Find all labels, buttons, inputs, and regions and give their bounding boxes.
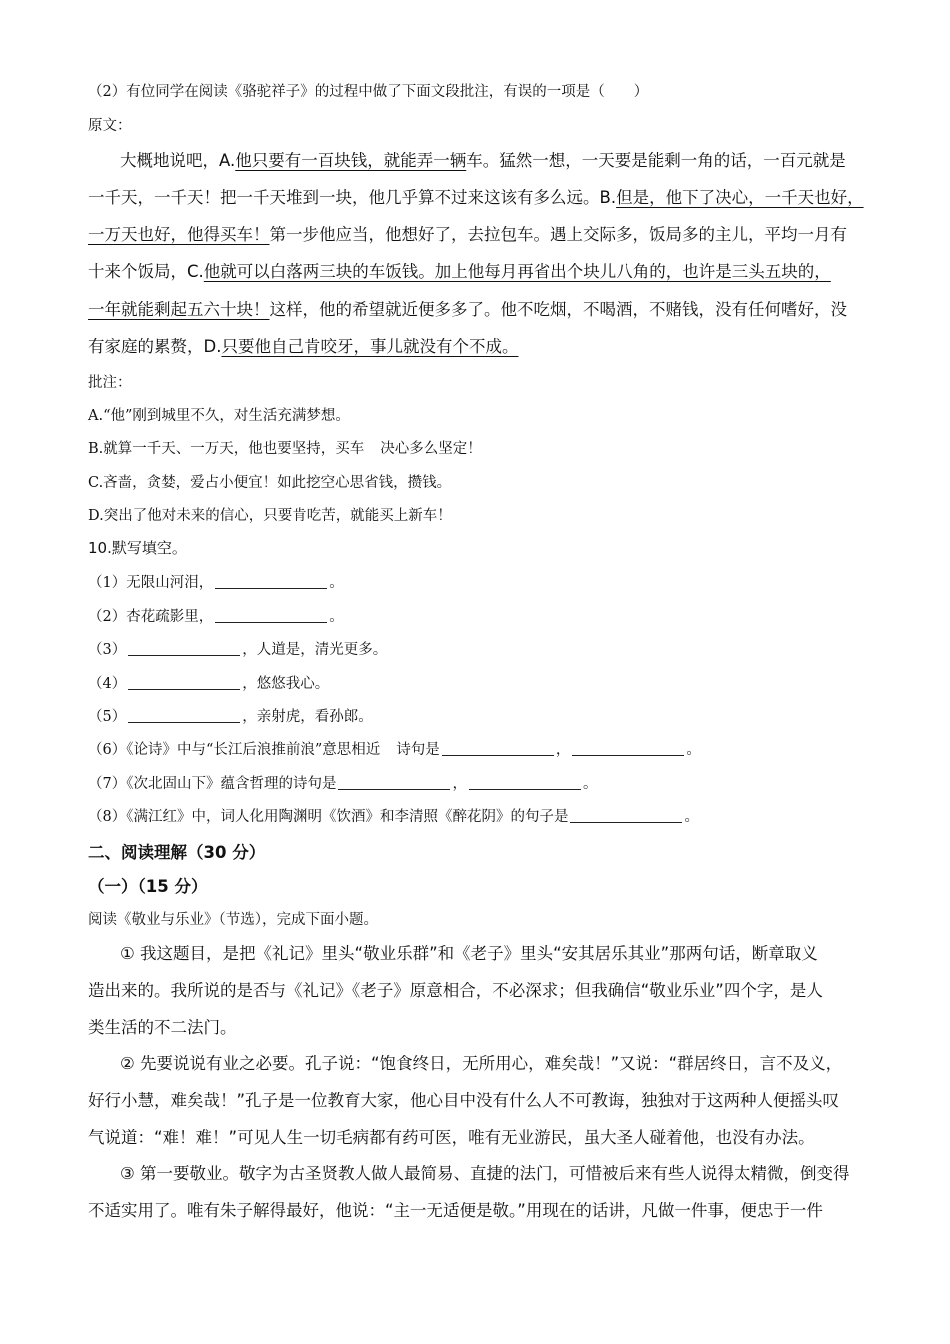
marker-a: A. [219,151,236,170]
marker-b: B. [599,188,617,207]
passage-line-1 [120,147,846,171]
notes-label: 批注： [88,375,132,391]
passage-text: 有家庭的累赘， [88,337,204,356]
answer-blank[interactable] [215,573,327,589]
q10-item-1 [88,571,344,592]
para-2-line-2: 好行小慧，难矣哉！”孔子是一位教育大家，他心目中没有什么人不可教诲，独独对于这两种人便摇头叹 [88,1091,840,1110]
para-3-line-2: 不适实用了。唯有朱子解得最好，他说：“主一无适便是敬。”用现在的话讲，凡做一件事，便忠于一件 [88,1201,823,1220]
para-1-line-1: ① 我这题目，是把《礼记》里头“敬业乐群”和《老子》里头“安其居乐其业”那两句话，断章取义 [120,944,818,963]
answer-blank[interactable] [128,674,240,690]
option-b-text: B.就算一千天、一万天，他也要坚持，买车 [88,441,365,457]
item-text: 。 [686,742,701,758]
q10-item-7 [88,772,597,793]
q10-item-8 [88,805,699,826]
passage-line-2 [88,184,864,208]
passage-line-5 [88,296,847,320]
para-2-line-3: 气说道：“难！难！”可见人生一切毛病都有药可医，唯有无业游民，虽大圣人碰着他，也没有办法。 [88,1128,815,1147]
q10-item-3 [88,638,387,659]
option-b-text: 决心多么坚定！ [380,441,482,457]
original-label: 原文： [88,118,132,134]
section-2-sub1: （一）（15 分） [88,877,208,896]
passage-line-4 [88,258,831,282]
para-3-line-1: ③ 第一要敬业。敬字为古圣贤教人做人最简易、直捷的法门，可惜被后来有些人说得太精微，倒变得 [120,1164,850,1183]
q9-2-prompt: （2）有位同学在阅读《骆驼祥子》的过程中做了下面文段批注，有误的一项是（ ） [88,84,649,100]
passage-text: 第一步他应当，他想好了，去拉包车。遇上交际多，饭局多的主儿，平均一月有 [269,225,847,244]
item-text: ， [452,776,467,792]
item-text: （4） [88,676,127,692]
answer-blank[interactable] [338,774,450,790]
answer-blank[interactable] [469,774,581,790]
underlined-a: 他只要有一百块钱，就能弄一辆 [235,151,467,170]
item-text: ， [555,742,571,758]
passage-line-6 [88,333,518,357]
item-text: （8）《满江红》中，词人化用陶渊明《饮酒》和李清照《醉花阴》的句子是 [88,809,569,825]
item-text: ，悠悠我心。 [242,676,330,692]
q10-item-4 [88,672,329,693]
item-text: （6）《论诗》中与“长江后浪推前浪”意思相近 [88,742,381,758]
passage-text: 车。猛然一想，一天要是能剩一角的话，一百元就是 [466,151,846,170]
marker-c: C. [187,262,204,281]
item-text: 。 [582,776,598,792]
para-2-line-1: ② 先要说说有业之必要。孔子说：“饱食终日，无所用心，难矣哉！”又说：“群居终日，言不及义， [120,1054,843,1073]
answer-blank[interactable] [128,640,240,656]
underlined-b: 一万天也好，他得买车！ [88,225,270,244]
q10-title: 10.默写填空。 [88,539,187,557]
q10-item-2 [88,605,344,626]
option-b [88,437,482,458]
para-1-line-3: 类生活的不二法门。 [88,1018,237,1037]
item-text: 诗句是 [396,742,440,758]
passage-line-3 [88,221,847,245]
item-text: 。 [329,609,344,625]
answer-blank[interactable] [442,740,554,756]
underlined-b: 但是，他下了决心，一千天也好， [616,188,864,207]
item-text: （5） [88,709,127,725]
q10-item-5 [88,705,373,726]
answer-blank[interactable] [128,707,240,723]
option-c: C.吝啬，贪婪，爱占小便宜！如此挖空心思省钱，攒钱。 [88,475,452,491]
passage-text: 这样，他的希望就近便多多了。他不吃烟，不喝酒，不赌钱，没有任何嗜好，没 [269,300,847,319]
option-d: D.突出了他对未来的信心，只要肯吃苦，就能买上新车！ [88,508,452,524]
item-text: （1）无限山河泪， [88,575,214,591]
item-text: ，人道是，清光更多。 [242,642,388,658]
q10-item-6 [88,738,701,759]
passage-text: 一千天，一千天！把一千天堆到一块，他几乎算不过来这该有多么远。 [88,188,600,207]
marker-d: D. [203,337,222,356]
option-a: A.“他”刚到城里不久，对生活充满梦想。 [88,408,350,424]
para-1-line-2: 造出来的。我所说的是否与《礼记》《老子》原意相合，不必深求；但我确信“敬业乐业”四个字，是人 [88,981,823,1000]
item-text: （7）《次北固山下》蕴含哲理的诗句是 [88,776,337,792]
item-text: （3） [88,642,127,658]
answer-blank[interactable] [570,807,682,823]
section-2-title: 二、阅读理解（30 分） [88,843,266,862]
underlined-c: 一年就能剩起五六十块！ [88,300,270,319]
reading-intro: 阅读《敬业与乐业》（节选），完成下面小题。 [88,912,378,928]
item-text: （2）杏花疏影里， [88,609,214,625]
item-text: 。 [329,575,344,591]
underlined-c: 他就可以白落两三块的车饭钱。加上他每月再省出个块儿八角的，也许是三头五块的， [203,262,831,281]
item-text: ，亲射虎，看孙郎。 [242,709,373,725]
underlined-d: 只要他自己肯咬牙，事儿就没有个不成。 [221,337,519,356]
answer-blank[interactable] [215,607,327,623]
passage-text: 十来个饭局， [88,262,187,281]
item-text: 。 [684,809,699,825]
passage-text: 大概地说吧， [120,151,219,170]
answer-blank[interactable] [572,740,684,756]
